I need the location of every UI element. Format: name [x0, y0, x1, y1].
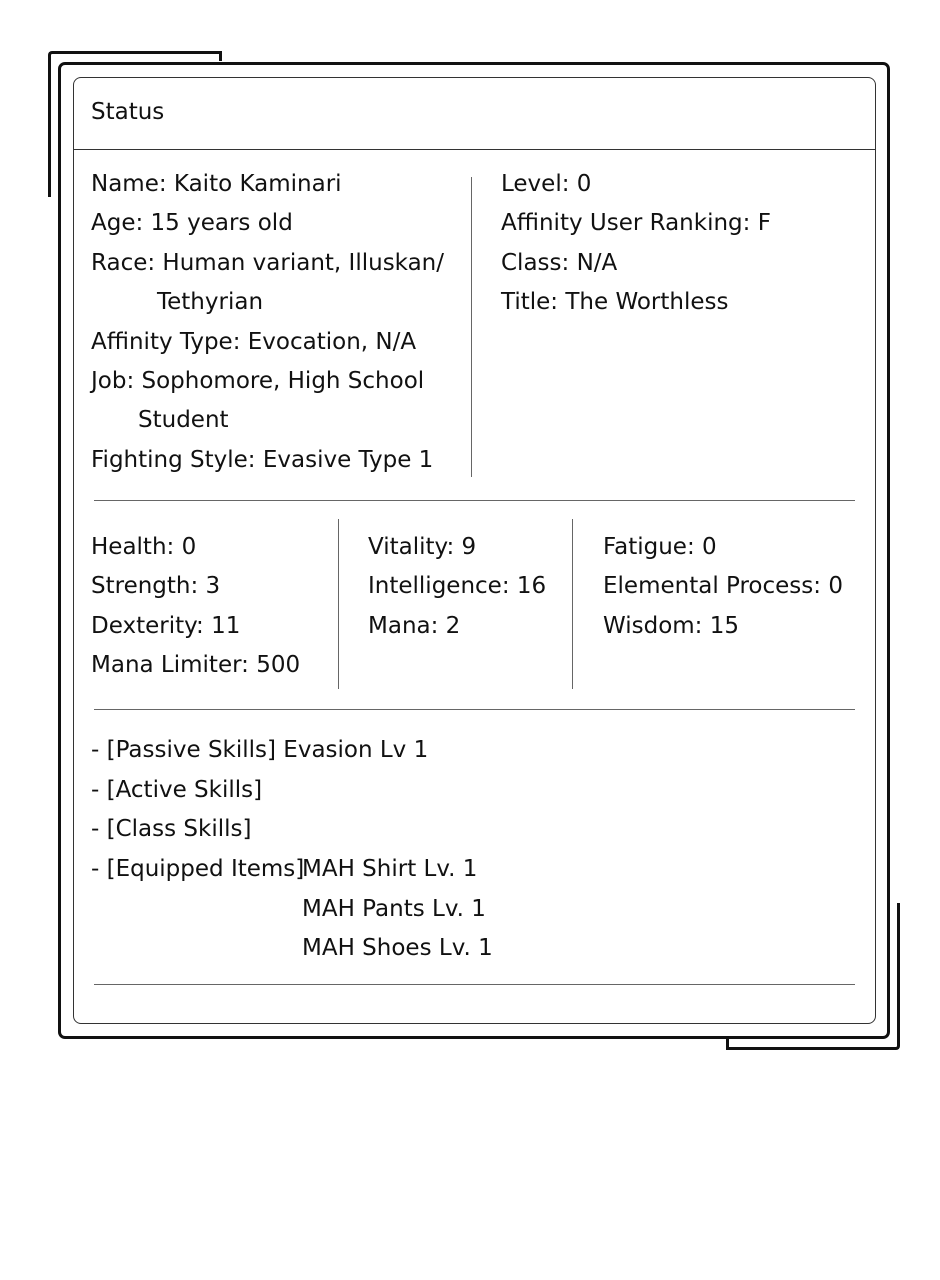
stat-intelligence: Intelligence: 16 — [368, 573, 547, 599]
stats-column-divider-2 — [572, 519, 573, 689]
skills-active: - [Active Skills] — [91, 777, 263, 803]
stat-health: Health: 0 — [91, 534, 197, 560]
stat-mana: Mana: 2 — [368, 613, 461, 639]
stat-fatigue: Fatigue: 0 — [603, 534, 717, 560]
stat-elemental-process: Elemental Process: 0 — [603, 573, 843, 599]
section-divider-stats — [94, 709, 855, 710]
profile-race-continued: Tethyrian — [157, 289, 264, 315]
rank-title: Title: The Worthless — [501, 289, 729, 315]
stat-dexterity: Dexterity: 11 — [91, 613, 241, 639]
rank-level: Level: 0 — [501, 171, 592, 197]
skills-passive: - [Passive Skills] Evasion Lv 1 — [91, 737, 429, 763]
section-divider-skills — [94, 984, 855, 985]
section-divider-profile — [94, 500, 855, 501]
profile-name: Name: Kaito Kaminari — [91, 171, 342, 197]
frame-bracket-top-tail — [216, 51, 222, 61]
equipped-item-shoes: MAH Shoes Lv. 1 — [302, 935, 493, 961]
stat-strength: Strength: 3 — [91, 573, 221, 599]
profile-fighting-style: Fighting Style: Evasive Type 1 — [91, 447, 434, 473]
rank-class: Class: N/A — [501, 250, 618, 276]
stat-vitality: Vitality: 9 — [368, 534, 477, 560]
stats-column-divider-1 — [338, 519, 339, 689]
profile-race: Race: Human variant, Illuskan/ — [91, 250, 445, 276]
equipped-item-pants: MAH Pants Lv. 1 — [302, 896, 486, 922]
status-window-title: Status — [91, 99, 165, 125]
stat-mana-limiter: Mana Limiter: 500 — [91, 652, 301, 678]
profile-column-divider — [471, 177, 472, 477]
equipped-items-label: - [Equipped Items] — [91, 856, 305, 882]
frame-bracket-bottom-tail — [726, 1038, 732, 1050]
stat-wisdom: Wisdom: 15 — [603, 613, 740, 639]
profile-affinity-type: Affinity Type: Evocation, N/A — [91, 329, 417, 355]
skills-class: - [Class Skills] — [91, 816, 252, 842]
profile-job: Job: Sophomore, High School — [91, 368, 425, 394]
profile-age: Age: 15 years old — [91, 210, 293, 236]
profile-job-continued: Student — [138, 407, 229, 433]
equipped-item-shirt: MAH Shirt Lv. 1 — [302, 856, 478, 882]
rank-affinity-ranking: Affinity User Ranking: F — [501, 210, 771, 236]
title-divider — [74, 149, 875, 150]
